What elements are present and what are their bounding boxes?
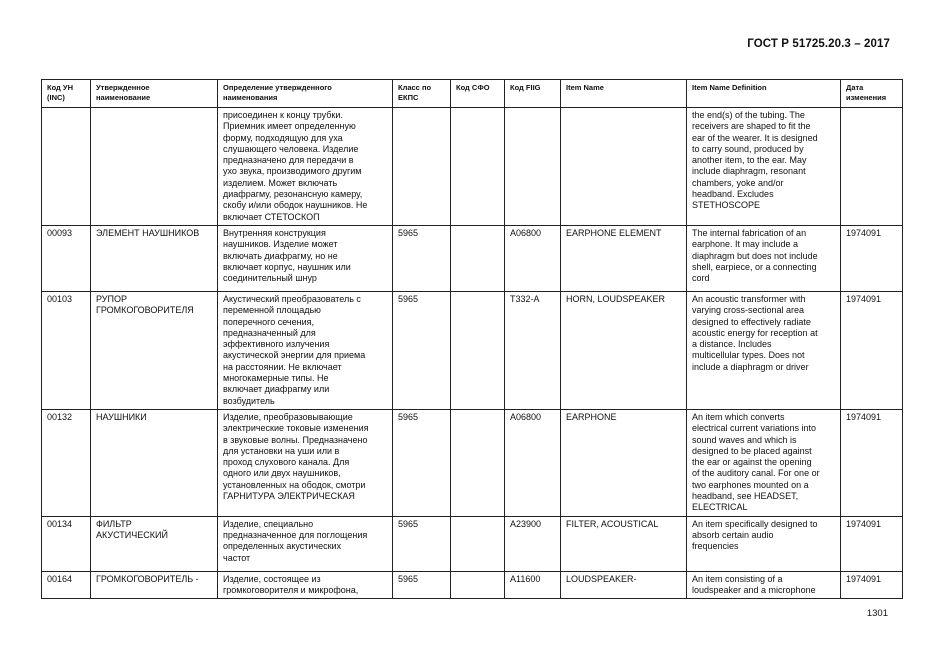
text-line: Определение утвержденного [223, 83, 332, 92]
text-line: headband. Excludes [692, 189, 774, 200]
text-line: частот [223, 552, 251, 563]
cell-fiig [505, 108, 561, 226]
text-line: переменной площадью [223, 305, 321, 316]
text-line: 5965 [398, 411, 419, 422]
text-line: 00164 [47, 573, 73, 584]
col-header-change-date [841, 80, 903, 108]
text-line: electrical current variations into [692, 423, 817, 434]
col-header-item-name-definition [687, 80, 841, 108]
text-line: the end(s) of the tubing. The [692, 110, 805, 120]
cell-item-name [561, 409, 687, 516]
cell-approved-name [91, 108, 218, 226]
text-line: включать диафрагму, но не [223, 250, 338, 261]
text-line: 1974091 [846, 293, 882, 304]
text-line: A06800 [510, 227, 542, 238]
text-line: include a diaphragm or driver [692, 361, 809, 372]
text-line: designed to effectively radiate [692, 316, 811, 327]
col-header-sfo [451, 80, 505, 108]
table-row [42, 516, 903, 571]
cell-class [393, 225, 451, 291]
text-line: НАУШНИКИ [96, 411, 147, 422]
text-line: FILTER, ACOUSTICAL [566, 518, 659, 529]
cell-item-name [561, 108, 687, 226]
col-header-class [393, 80, 451, 108]
text-line: include diaphragm, resonant [692, 166, 806, 177]
text-line: earphone. It may include a [692, 239, 799, 250]
text-line: РУПОР [96, 293, 127, 304]
cell-item-name-definition [687, 571, 841, 599]
text-line: ГАРНИТУРА ЭЛЕКТРИЧЕСКАЯ [223, 491, 355, 502]
text-line: Код FIIG [510, 83, 541, 92]
text-line: headband, see HEADSET, [692, 491, 799, 502]
text-line: изделием. Может включать [223, 177, 338, 188]
table-row [42, 409, 903, 516]
text-line: акустической энергии для приема [223, 350, 366, 361]
text-line: designed to be placed against [692, 445, 812, 456]
text-line: включает СТЕТОСКОП [223, 211, 320, 222]
text-line: скобу и/или ободок наушников. Не [223, 200, 368, 211]
cell-item-name-definition [687, 409, 841, 516]
cell-inc [42, 225, 91, 291]
text-line: (INC) [47, 93, 65, 102]
cell-approved-name [91, 516, 218, 571]
text-line: acoustic energy for reception at [692, 327, 818, 338]
text-line: присоединен к концу трубки. [223, 110, 343, 120]
text-line: to carry sound, produced by [692, 143, 804, 154]
text-line: Дата [846, 83, 864, 92]
text-line: of the auditory canal. For one or [692, 468, 820, 479]
text-line: A06800 [510, 411, 542, 422]
cell-item-name-definition [687, 291, 841, 409]
text-line: включает диафрагму или [223, 384, 330, 395]
text-line: предназначенное для поглощения [223, 529, 368, 540]
text-line: в звуковые волны. Предназначено [223, 434, 368, 445]
text-line: для установки на уши или в [223, 445, 340, 456]
cell-sfo [451, 516, 505, 571]
page-number: 1301 [866, 608, 888, 619]
text-line: 1974091 [846, 227, 882, 238]
standard-header: ГОСТ Р 51725.20.3 – 2017 [747, 38, 890, 50]
text-line: Приемник имеет определенную [223, 121, 356, 132]
text-line: two earphones mounted on a [692, 479, 809, 490]
cell-change-date [841, 291, 903, 409]
text-line: 5965 [398, 518, 419, 529]
col-header-item-name [561, 80, 687, 108]
text-line: Изделие, состоящее из [223, 573, 321, 584]
text-line: ЕКПС [398, 93, 419, 102]
text-line: включает корпус, наушник или [223, 261, 351, 272]
text-line: ELECTRICAL [692, 502, 748, 513]
text-line: 5965 [398, 573, 419, 584]
text-line: loudspeaker and a microphone [692, 584, 816, 595]
text-line: наушников. Изделие может [223, 239, 338, 250]
text-line: a distance. Includes [692, 339, 772, 350]
text-line: absorb certain audio [692, 529, 774, 540]
table-row [42, 225, 903, 291]
cell-class [393, 108, 451, 226]
text-line: 00103 [47, 293, 73, 304]
text-line: на расстоянии. Не включает [223, 361, 342, 372]
text-line: эффективного излучения [223, 339, 330, 350]
cell-item-name [561, 571, 687, 599]
text-line: ГРОМКОГОВОРИТЕЛЯ [96, 305, 194, 316]
text-line: ГРОМКОГОВОРИТЕЛЬ - [96, 573, 199, 584]
cell-class [393, 516, 451, 571]
cell-item-name-definition [687, 108, 841, 226]
text-line: HORN, LOUDSPEAKER [566, 293, 666, 304]
text-line: Код УН [47, 83, 73, 92]
cell-approved-name [91, 571, 218, 599]
text-line: 00093 [47, 227, 73, 238]
text-line: sound waves and which is [692, 434, 797, 445]
table-row [42, 291, 903, 409]
text-line: Код СФО [456, 83, 490, 92]
cell-item-name [561, 516, 687, 571]
text-line: LOUDSPEAKER- [566, 573, 637, 584]
cell-approved-name [91, 409, 218, 516]
cell-sfo [451, 225, 505, 291]
col-header-definition-ru [218, 80, 393, 108]
cell-definition-ru [218, 291, 393, 409]
text-line: receivers are shaped to fit the [692, 121, 811, 132]
text-line: ухо звука, производимого другим [223, 166, 362, 177]
text-line: ear of the wearer. It is designed [692, 132, 818, 143]
cell-sfo [451, 571, 505, 599]
text-line: предназначенный для [223, 327, 316, 338]
text-line: An item which converts [692, 411, 785, 422]
text-line: EARPHONE [566, 411, 617, 422]
text-line: изменения [846, 93, 887, 102]
text-line: многокамерные типы. Не [223, 373, 329, 384]
cell-definition-ru [218, 108, 393, 226]
text-line: проход слухового канала. Для [223, 457, 350, 468]
text-line: ФИЛЬТР [96, 518, 132, 529]
cell-fiig [505, 516, 561, 571]
table-row [42, 108, 903, 226]
text-line: форму, подходящую для уха [223, 132, 343, 143]
text-line: возбудитель [223, 395, 275, 406]
text-line: 00132 [47, 411, 73, 422]
nomenclature-table [41, 79, 903, 599]
text-line: T332-A [510, 293, 540, 304]
cell-class [393, 571, 451, 599]
text-line: Утвержденное [96, 83, 150, 92]
text-line: Item Name [566, 83, 604, 92]
cell-item-name [561, 225, 687, 291]
text-line: наименование [96, 93, 151, 102]
cell-definition-ru [218, 225, 393, 291]
text-line: поперечного сечения, [223, 316, 314, 327]
text-line: слушающего человека. Изделие [223, 143, 359, 154]
text-line: установленных на ободок, смотри [223, 479, 366, 490]
text-line: STETHOSCOPE [692, 200, 761, 211]
text-line: the ear or against the opening [692, 457, 812, 468]
text-line: электрические токовые изменения [223, 423, 369, 434]
text-line: Класс по [398, 83, 432, 92]
text-line: 5965 [398, 293, 419, 304]
cell-definition-ru [218, 409, 393, 516]
text-line: A11600 [510, 573, 541, 584]
cell-definition-ru [218, 571, 393, 599]
text-line: Изделие, преобразовывающие [223, 411, 353, 422]
text-line: ЭЛЕМЕНТ НАУШНИКОВ [96, 227, 200, 238]
text-line: An acoustic transformer with [692, 293, 806, 304]
text-line: Изделие, специально [223, 518, 314, 529]
cell-item-name-definition [687, 516, 841, 571]
cell-item-name [561, 291, 687, 409]
cell-inc [42, 108, 91, 226]
cell-inc [42, 409, 91, 516]
text-line: 1974091 [846, 411, 882, 422]
text-line: диафрагму, резонансную камеру, [223, 189, 363, 200]
cell-class [393, 409, 451, 516]
text-line: 1974091 [846, 573, 882, 584]
text-line: громкоговорителя и микрофона, [223, 584, 359, 595]
text-line: Item Name Definition [692, 83, 767, 92]
col-header-inc [42, 80, 91, 108]
cell-approved-name [91, 291, 218, 409]
text-line: varying cross-sectional area [692, 305, 805, 316]
cell-fiig [505, 291, 561, 409]
text-line: 00134 [47, 518, 73, 529]
cell-sfo [451, 409, 505, 516]
text-line: соединительный шнур [223, 273, 317, 284]
cell-change-date [841, 108, 903, 226]
text-line: chambers, yoke and/or [692, 177, 784, 188]
text-line: 1974091 [846, 518, 882, 529]
cell-approved-name [91, 225, 218, 291]
cell-fiig [505, 571, 561, 599]
table-row [42, 571, 903, 599]
text-line: frequencies [692, 541, 739, 552]
text-line: The internal fabrication of an [692, 227, 807, 238]
text-line: 5965 [398, 227, 419, 238]
text-line: одного или двух наушников, [223, 468, 341, 479]
text-line: предназначено для передачи в [223, 155, 354, 166]
text-line: A23900 [510, 518, 542, 529]
col-header-approved-name [91, 80, 218, 108]
cell-change-date [841, 409, 903, 516]
text-line: An item consisting of a [692, 573, 783, 584]
text-line: shell, earpiece, or a connecting [692, 261, 817, 272]
text-line: EARPHONE ELEMENT [566, 227, 662, 238]
cell-item-name-definition [687, 225, 841, 291]
text-line: АКУСТИЧЕСКИЙ [96, 529, 168, 540]
text-line: наименования [223, 93, 278, 102]
text-line: An item specifically designed to [692, 518, 818, 529]
cell-change-date [841, 571, 903, 599]
cell-inc [42, 291, 91, 409]
text-line: diaphragm but does not include [692, 250, 818, 261]
cell-inc [42, 571, 91, 599]
text-line: определенных акустических [223, 541, 342, 552]
cell-sfo [451, 108, 505, 226]
text-line: cord [692, 273, 710, 284]
cell-class [393, 291, 451, 409]
cell-sfo [451, 291, 505, 409]
cell-change-date [841, 225, 903, 291]
cell-definition-ru [218, 516, 393, 571]
text-line: multicellular types. Does not [692, 350, 805, 361]
cell-fiig [505, 225, 561, 291]
col-header-fiig [505, 80, 561, 108]
cell-fiig [505, 409, 561, 516]
table-header-row [42, 80, 903, 108]
cell-change-date [841, 516, 903, 571]
cell-inc [42, 516, 91, 571]
text-line: another item, to the ear. May [692, 155, 807, 166]
text-line: Акустический преобразователь с [223, 293, 361, 304]
text-line: Внутренняя конструкция [223, 227, 326, 238]
